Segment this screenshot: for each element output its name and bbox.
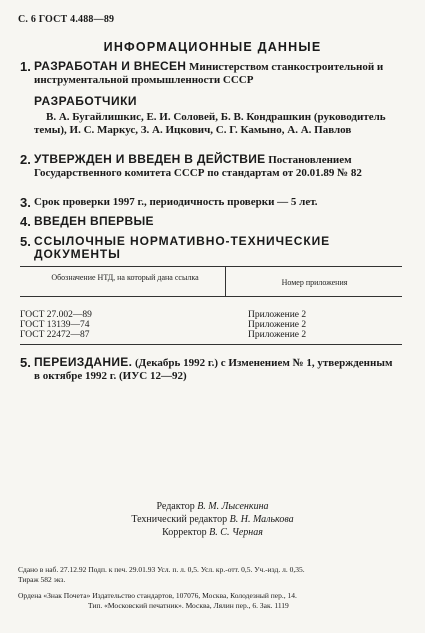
section-4-number: 4. (20, 214, 31, 229)
credit-corrector (0, 526, 425, 539)
table-row-2-doc: ГОСТ 13139—74 (20, 320, 90, 330)
section-4-caps: ВВЕДЕН ВПЕРВЫЕ (34, 214, 154, 228)
imprint-line-1: Сдано в наб. 27.12.92 Подп. к печ. 29.01.93 Усл. п. л. 0,5. Усл. кр.-отт. 0,5. Уч.-изд. л. 0,35. (18, 565, 305, 574)
credit-corrector-label: Корректор (162, 527, 207, 538)
table-column-divider (225, 266, 226, 296)
section-3-text: Срок проверки 1997 г., периодичность проверки — 5 лет. (34, 196, 318, 208)
section-1-caps: РАЗРАБОТАН И ВНЕСЕН (34, 59, 187, 73)
developers-heading: РАЗРАБОТЧИКИ (34, 94, 138, 108)
table-row-3-appendix: Приложение 2 (248, 330, 307, 340)
section-reissue-caps: ПЕРЕИЗДАНИЕ. (34, 355, 133, 369)
section-5 (20, 235, 392, 261)
credit-editor-name: В. М. Лысенкина (197, 501, 269, 512)
imprint-line-2: Тираж 582 экз. (18, 575, 66, 584)
table-row-2-appendix: Приложение 2 (248, 320, 307, 330)
page-header: С. 6 ГОСТ 4.488—89 (18, 14, 115, 25)
section-1-text: Министерством станкостроительной и инструментальной промышленности СССР (34, 61, 384, 86)
credit-tech-name: В. Н. Малькова (229, 514, 294, 525)
section-5-caps: ССЫЛОЧНЫЕ НОРМАТИВНО-ТЕХНИЧЕСКИЕ ДОКУМЕНТЫ (34, 234, 331, 261)
credit-tech-editor (0, 513, 425, 526)
section-reissue-text: (Декабрь 1992 г.) с Изменением № 1, утвержденным в октябре 1992 г. (ИУС 12—92) (34, 357, 393, 382)
section-2-caps: УТВЕРЖДЕН И ВВЕДЕН В ДЕЙСТВИЕ (34, 152, 266, 166)
section-5-number: 5. (20, 234, 31, 249)
table-bottom-rule (20, 344, 402, 345)
credit-editor-label: Редактор (156, 501, 195, 512)
section-4 (20, 215, 400, 228)
developers-list: В. А. Бугайлишкис, Е. И. Соловей, Б. В. Кондрашкин (руководитель темы), И. С. Маркус, З. А. Ицкович, С. Г. Камыно, А. А. Павлов (34, 111, 386, 136)
imprint-line-3: Ордена «Знак Почета» Издательство стандартов, 107076, Москва, Колодезный пер., 14. (18, 591, 297, 600)
table-header-doc: Обозначение НТД, на который дана ссылка (51, 273, 199, 282)
credit-tech-label: Технический редактор (131, 514, 228, 525)
section-reissue (20, 356, 400, 383)
credit-editor (0, 500, 425, 513)
section-1 (20, 60, 400, 87)
table-top-rule (20, 266, 402, 267)
section-2 (20, 153, 400, 180)
table-row-1-appendix: Приложение 2 (248, 310, 307, 320)
imprint-line-4: Тип. «Московский печатник». Москва, Лялин пер., 6. Зак. 1119 (88, 601, 289, 610)
table-row-3-doc: ГОСТ 22472—87 (20, 330, 90, 340)
section-3 (20, 196, 400, 209)
section-3-number: 3. (20, 195, 31, 210)
document-title: ИНФОРМАЦИОННЫЕ ДАННЫЕ (103, 40, 322, 54)
section-reissue-number: 5. (20, 355, 31, 370)
table-header-appendix: Номер приложения (281, 278, 348, 287)
table-row-1-doc: ГОСТ 27.002—89 (20, 310, 92, 320)
section-2-text: Постановлением Государственного комитета СССР по стандартам от 20.01.89 № 82 (34, 154, 362, 179)
credit-corrector-name: В. С. Черная (209, 527, 263, 538)
table-header-rule (20, 296, 402, 297)
section-1-number: 1. (20, 59, 31, 74)
section-2-number: 2. (20, 152, 31, 167)
